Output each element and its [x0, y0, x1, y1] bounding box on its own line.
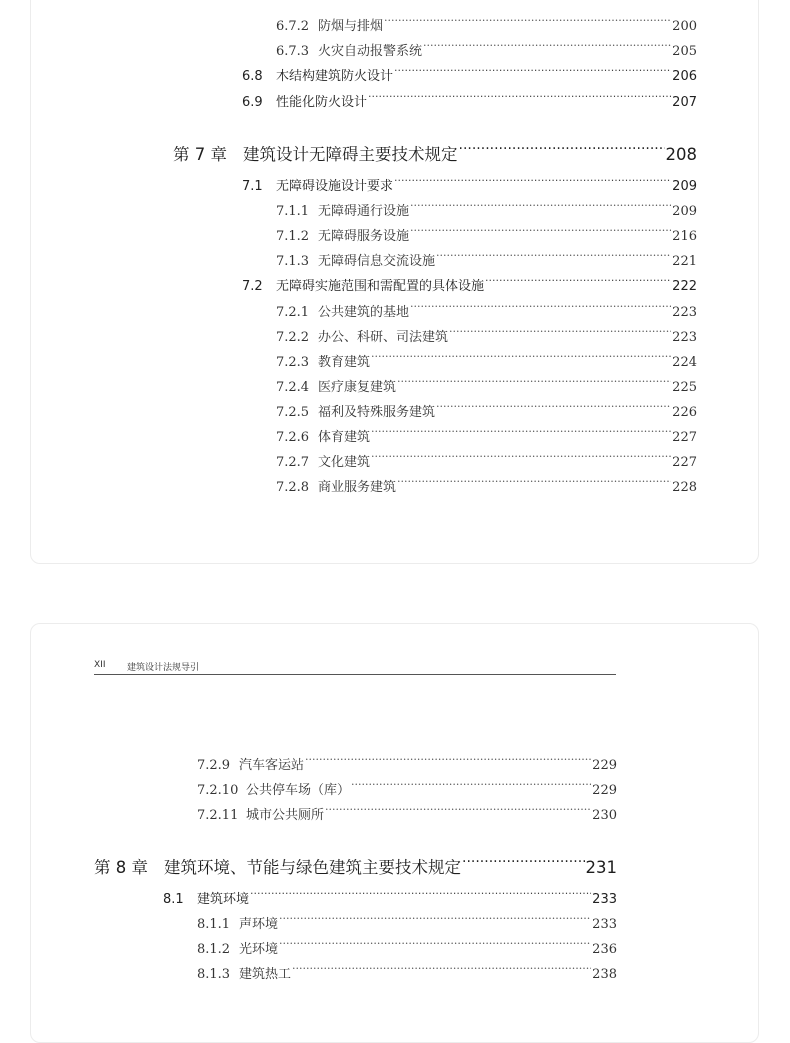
toc-entry-title: 建筑环境 [197, 892, 250, 907]
toc-chapter-title: 建筑设计无障碍主要技术规定 [243, 145, 458, 164]
toc-entry-7-2-2[interactable] [276, 319, 697, 345]
toc-entry-6-9[interactable] [242, 84, 697, 110]
toc-entry-number: 8.1.2 [197, 942, 231, 957]
toc-entry-page: 207 [672, 95, 697, 110]
toc-entry-page: 225 [672, 380, 697, 395]
toc-entry-7-1[interactable] [242, 168, 697, 194]
toc-entry-page: 216 [672, 229, 697, 244]
toc-entry-page: 205 [672, 44, 697, 59]
dot-leader [305, 747, 591, 769]
toc-entry-number: 6.9 [242, 95, 263, 110]
toc-entry-title: 声环境 [239, 917, 279, 932]
toc-entry-page: 209 [672, 204, 697, 219]
toc-chapter-title: 建筑环境、节能与绿色建筑主要技术规定 [164, 858, 461, 877]
dot-leader [397, 369, 671, 391]
dot-leader [394, 168, 671, 190]
toc-entry-7-1-2[interactable] [276, 218, 697, 244]
toc-entry-page: 236 [592, 942, 617, 957]
toc-entry-title: 汽车客运站 [239, 758, 305, 773]
running-head-book-title: 建筑设计法规导引 [127, 663, 200, 673]
toc-chapter-number: 第 8 章 [94, 858, 148, 877]
dot-leader [250, 881, 591, 903]
toc-entry-number: 7.1.3 [276, 254, 310, 269]
toc-entry-page: 222 [672, 279, 697, 294]
toc-entry-number: 7.2.7 [276, 455, 310, 470]
toc-entry-title: 火灾自动报警系统 [318, 44, 423, 59]
running-head [94, 659, 616, 675]
toc-entry-title: 福利及特殊服务建筑 [318, 405, 436, 420]
toc-entry-title: 商业服务建筑 [318, 480, 397, 495]
toc-entry-page: 227 [672, 455, 697, 470]
toc-entry-title: 公共停车场（库） [246, 783, 351, 798]
toc-entry-7-2-4[interactable] [276, 369, 697, 395]
dot-leader [423, 33, 671, 55]
toc-entry-page: 230 [592, 808, 617, 823]
dot-leader [279, 931, 591, 953]
toc-entry-page: 228 [672, 480, 697, 495]
toc-chapter-page: 208 [665, 145, 697, 164]
toc-entry-title: 教育建筑 [318, 355, 371, 370]
dot-leader [368, 84, 671, 106]
dot-leader [279, 906, 591, 928]
toc-chapter-number: 第 7 章 [173, 145, 227, 164]
toc-entry-title: 无障碍设施设计要求 [276, 179, 394, 194]
toc-entry-title: 无障碍通行设施 [318, 204, 410, 219]
dot-leader [410, 218, 671, 240]
toc-entry-title: 公共建筑的基地 [318, 305, 410, 320]
toc-entry-page: 224 [672, 355, 697, 370]
toc-entry-7-2-5[interactable] [276, 394, 697, 420]
toc-entry-number: 7.1 [242, 179, 263, 194]
toc-entry-title: 医疗康复建筑 [318, 380, 397, 395]
toc-entry-title: 文化建筑 [318, 455, 371, 470]
dot-leader [485, 268, 671, 290]
toc-entry-page: 227 [672, 430, 697, 445]
toc-entry-number: 7.2.8 [276, 480, 310, 495]
toc-entry-title: 防烟与排烟 [318, 19, 384, 34]
toc-entry-page: 223 [672, 305, 697, 320]
dot-leader [371, 419, 671, 441]
dot-leader [325, 797, 591, 819]
toc-entry-page: 223 [672, 330, 697, 345]
toc-entry-title: 木结构建筑防火设计 [276, 69, 394, 84]
toc-entry-7-2-7[interactable] [276, 444, 697, 470]
toc-entry-7-2-10[interactable] [197, 772, 617, 798]
toc-entry-number: 6.7.2 [276, 19, 310, 34]
toc-entry-number: 6.8 [242, 69, 263, 84]
dot-leader [292, 956, 591, 978]
toc-entry-page: 233 [592, 892, 617, 907]
toc-entry-number: 8.1 [163, 892, 184, 907]
dot-leader [397, 469, 671, 491]
toc-entry-title: 体育建筑 [318, 430, 371, 445]
toc-entry-title: 光环境 [239, 942, 279, 957]
toc-entry-7-2-9[interactable] [197, 747, 617, 773]
toc-entry-6-7-2[interactable] [276, 8, 697, 34]
toc-entry-page: 238 [592, 967, 617, 982]
toc-chapter-8[interactable] [94, 847, 617, 877]
toc-entry-number: 7.2 [242, 279, 263, 294]
toc-chapter-7[interactable] [173, 134, 697, 164]
dot-leader [449, 319, 671, 341]
toc-entry-title: 无障碍服务设施 [318, 229, 410, 244]
toc-entry-7-2-11[interactable] [197, 797, 617, 823]
dot-leader [436, 243, 671, 265]
dot-leader [394, 58, 671, 80]
toc-entry-title: 性能化防火设计 [276, 95, 368, 110]
toc-entry-8-1[interactable] [163, 881, 617, 907]
toc-page-card-2 [30, 623, 759, 1043]
dot-leader [371, 344, 671, 366]
toc-entry-title: 无障碍实施范围和需配置的具体设施 [276, 279, 485, 294]
dot-leader [384, 8, 671, 30]
toc-entry-number: 7.2.6 [276, 430, 310, 445]
toc-entry-number: 8.1.3 [197, 967, 231, 982]
toc-entry-page: 221 [672, 254, 697, 269]
dot-leader [410, 294, 671, 316]
toc-entry-7-2-6[interactable] [276, 419, 697, 445]
toc-entry-page: 229 [592, 783, 617, 798]
toc-entry-page: 233 [592, 917, 617, 932]
toc-entry-number: 7.2.3 [276, 355, 310, 370]
toc-entry-7-1-1[interactable] [276, 193, 697, 219]
toc-entry-7-2-8[interactable] [276, 469, 697, 495]
toc-chapter-page: 231 [585, 858, 617, 877]
toc-entry-number: 7.2.1 [276, 305, 310, 320]
toc-entry-page: 226 [672, 405, 697, 420]
toc-entry-page: 209 [672, 179, 697, 194]
dot-leader [410, 193, 671, 215]
toc-entry-7-2[interactable] [242, 268, 697, 294]
toc-entry-page: 200 [672, 19, 697, 34]
toc-entry-page: 229 [592, 758, 617, 773]
toc-entry-number: 7.1.2 [276, 229, 310, 244]
running-head-page-number: XII [94, 660, 106, 670]
dot-leader [459, 134, 665, 160]
toc-entry-6-8[interactable] [242, 58, 697, 84]
dot-leader [351, 772, 591, 794]
toc-entry-number: 7.2.11 [197, 808, 239, 823]
toc-entry-page: 206 [672, 69, 697, 84]
toc-entry-6-7-3[interactable] [276, 33, 697, 59]
toc-entry-number: 7.2.2 [276, 330, 310, 345]
toc-entry-number: 8.1.1 [197, 917, 231, 932]
toc-entry-title: 城市公共厕所 [246, 808, 325, 823]
toc-entry-7-2-3[interactable] [276, 344, 697, 370]
toc-entry-number: 6.7.3 [276, 44, 310, 59]
toc-entry-number: 7.2.4 [276, 380, 310, 395]
dot-leader [371, 444, 671, 466]
toc-entry-8-1-2[interactable] [197, 931, 617, 957]
toc-entry-title: 办公、科研、司法建筑 [318, 330, 449, 345]
toc-entry-7-2-1[interactable] [276, 294, 697, 320]
toc-entry-title: 建筑热工 [239, 967, 292, 982]
toc-entry-number: 7.2.10 [197, 783, 239, 798]
toc-entry-number: 7.1.1 [276, 204, 310, 219]
toc-entry-8-1-3[interactable] [197, 956, 617, 982]
dot-leader [436, 394, 671, 416]
toc-entry-number: 7.2.9 [197, 758, 231, 773]
toc-entry-8-1-1[interactable] [197, 906, 617, 932]
toc-entry-title: 无障碍信息交流设施 [318, 254, 436, 269]
dot-leader [462, 847, 585, 873]
toc-entry-7-1-3[interactable] [276, 243, 697, 269]
toc-entry-number: 7.2.5 [276, 405, 310, 420]
